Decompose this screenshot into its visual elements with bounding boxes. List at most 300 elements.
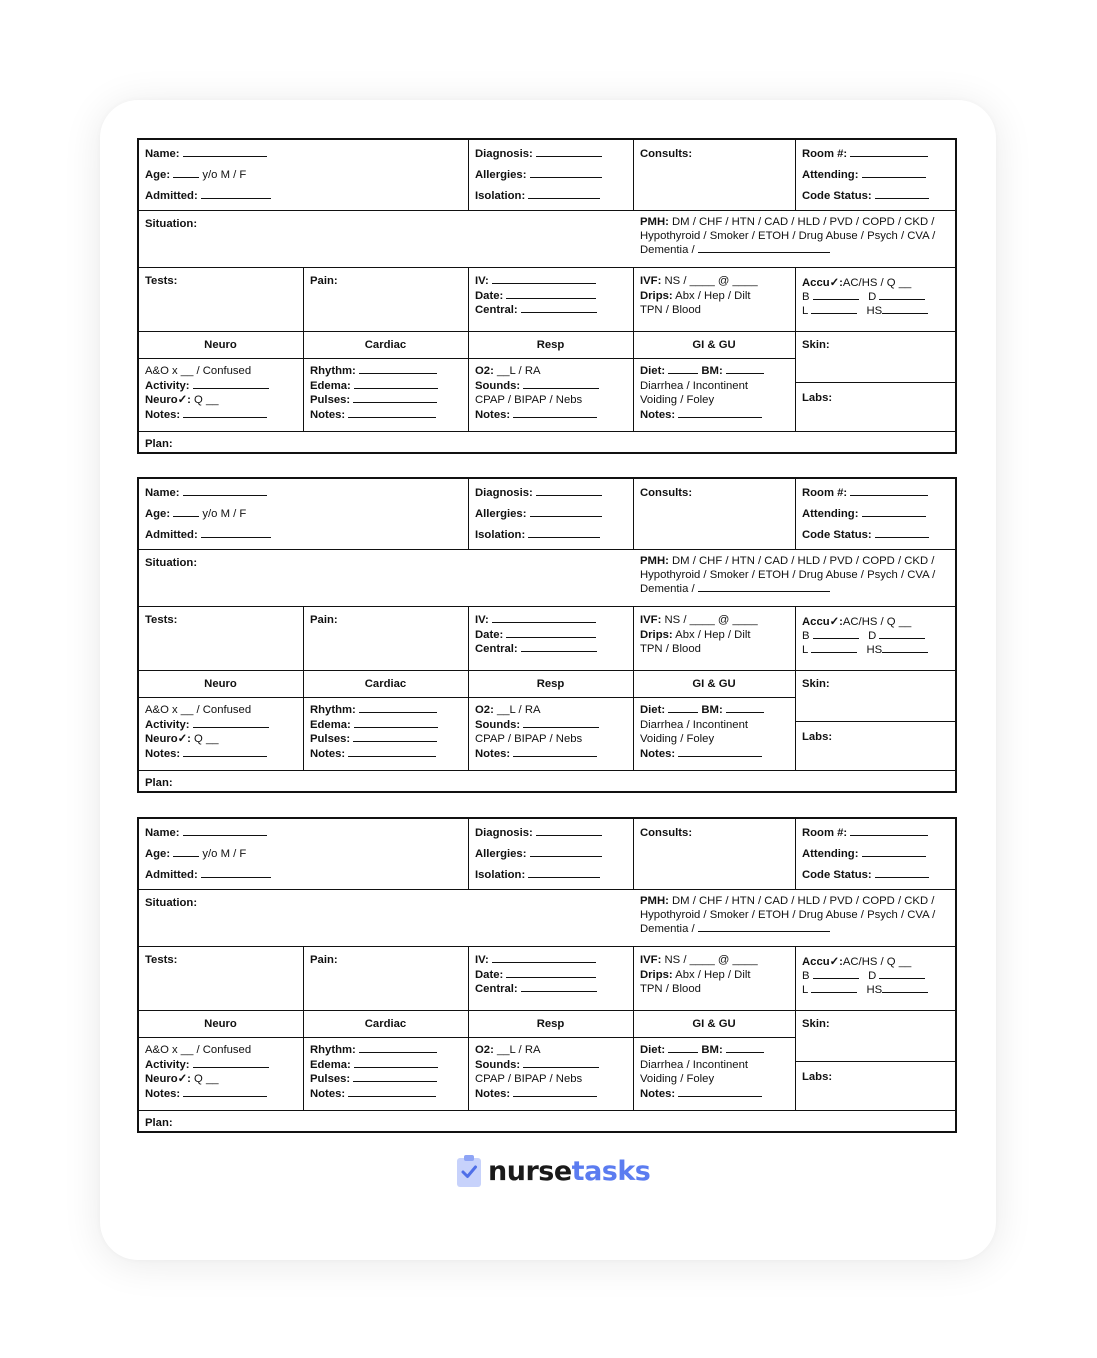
gi-line2: Diarrhea / Incontinent — [640, 718, 749, 731]
consults-cell — [634, 140, 796, 211]
accu-cell — [796, 268, 955, 332]
tests-cell — [139, 607, 304, 671]
accu-cell — [796, 947, 955, 1011]
neuro-header: Neuro — [139, 671, 304, 698]
diagnosis-label: Diagnosis: — [475, 827, 533, 839]
pmh-cell — [634, 890, 955, 947]
gigu-header: GI & GU — [634, 1011, 796, 1038]
accu-b-label: B — [802, 291, 810, 303]
iv-cell — [469, 947, 634, 1011]
diet-field[interactable] — [668, 703, 698, 713]
resp-modes: CPAP / BIPAP / Nebs — [475, 1073, 583, 1085]
pmh-line2: Hypothyroid / Smoker / ETOH / Drug Abuse / Psych / CVA / — [640, 229, 936, 242]
pmh-line2: Hypothyroid / Smoker / ETOH / Drug Abuse / Psych / CVA / — [640, 568, 936, 581]
date-field[interactable] — [506, 968, 596, 978]
age-label: Age: — [145, 508, 171, 520]
gigu-notes-field[interactable] — [678, 408, 762, 418]
o2-text: __L / RA — [496, 1044, 541, 1056]
sounds-label: Sounds: — [475, 379, 521, 392]
gigu-cell — [634, 359, 796, 432]
resp-notes-field[interactable] — [513, 1087, 597, 1097]
activity-field[interactable] — [193, 1058, 269, 1068]
accu-hs-field[interactable] — [882, 983, 928, 993]
accu-hs-label: HS — [866, 644, 883, 656]
cardiac-notes-label: Notes: — [310, 747, 346, 760]
cardiac-notes-label: Notes: — [310, 1087, 346, 1100]
neuro-header: Neuro — [139, 332, 304, 359]
gi-line3: Voiding / Foley — [640, 733, 715, 745]
diagnosis-cell — [469, 140, 634, 211]
plan-cell — [139, 432, 955, 454]
situation-cell — [139, 550, 634, 607]
age-field[interactable] — [173, 847, 199, 857]
pmh-line2: Hypothyroid / Smoker / ETOH / Drug Abuse / Psych / CVA / — [640, 908, 936, 921]
accu-cell — [796, 607, 955, 671]
central-field[interactable] — [521, 303, 597, 313]
ivf-label: IVF: — [640, 954, 662, 966]
central-field[interactable] — [521, 982, 597, 992]
neuro-notes-field[interactable] — [183, 408, 267, 418]
o2-label: O2: — [475, 365, 494, 377]
cardiac-header: Cardiac — [304, 332, 469, 359]
cardiac-notes-field[interactable] — [348, 1087, 436, 1097]
iv-label: IV: — [475, 275, 489, 287]
neuro-ao: A&O x __ / Confused — [145, 1044, 252, 1056]
age-suffix: y/o M / F — [202, 169, 247, 181]
activity-field[interactable] — [193, 379, 269, 389]
pulses-field[interactable] — [353, 393, 437, 403]
resp-cell — [469, 1038, 634, 1111]
neuro-notes-label: Notes: — [145, 1087, 181, 1100]
iv-cell — [469, 268, 634, 332]
allergies-label: Allergies: — [475, 169, 527, 181]
central-label: Central: — [475, 304, 518, 316]
resp-header: Resp — [469, 1011, 634, 1038]
pmh-line1: DM / CHF / HTN / CAD / HLD / PVD / COPD / CKD / — [672, 895, 935, 907]
name-field[interactable] — [183, 486, 267, 496]
neuro-cell — [139, 359, 304, 432]
ivf-text: NS / ____ @ ____ — [664, 954, 758, 966]
skin-label: Skin: — [802, 678, 830, 690]
pain-cell — [304, 268, 469, 332]
central-field[interactable] — [521, 642, 597, 652]
date-label: Date: — [475, 968, 504, 981]
gigu-notes-label: Notes: — [640, 747, 676, 760]
diagnosis-cell — [469, 479, 634, 550]
gi-line2: Diarrhea / Incontinent — [640, 1058, 749, 1071]
edema-field[interactable] — [354, 718, 438, 728]
allergies-field[interactable] — [530, 168, 602, 178]
diet-label: Diet: — [640, 365, 666, 377]
neuro-check-text: Q __ — [194, 733, 219, 745]
isolation-label: Isolation: — [475, 190, 526, 202]
admitted-label: Admitted: — [145, 190, 198, 202]
pmh-label: PMH: — [640, 216, 669, 228]
labs-label: Labs: — [802, 392, 833, 404]
drips-line2: TPN / Blood — [640, 983, 701, 995]
rhythm-label: Rhythm: — [310, 704, 356, 716]
rhythm-label: Rhythm: — [310, 365, 356, 377]
o2-label: O2: — [475, 704, 494, 716]
accu-d-label: D — [868, 291, 877, 303]
pmh-line3: Dementia / — [640, 244, 695, 256]
pulses-label: Pulses: — [310, 394, 351, 406]
neuro-notes-field[interactable] — [183, 747, 267, 757]
neuro-header: Neuro — [139, 1011, 304, 1038]
code-status-label: Code Status: — [802, 190, 872, 202]
patient-info-cell — [139, 140, 469, 211]
activity-label: Activity: — [145, 379, 190, 392]
accu-d-field[interactable] — [879, 290, 925, 300]
accu-hs-label: HS — [866, 305, 883, 317]
gigu-header: GI & GU — [634, 332, 796, 359]
ivf-cell — [634, 947, 796, 1011]
tests-cell — [139, 268, 304, 332]
isolation-field[interactable] — [528, 189, 600, 199]
pmh-line1: DM / CHF / HTN / CAD / HLD / PVD / COPD / CKD / — [672, 216, 935, 228]
ivf-label: IVF: — [640, 614, 662, 626]
labs-label: Labs: — [802, 731, 833, 743]
skin-cell — [796, 332, 955, 383]
diagnosis-field[interactable] — [536, 826, 602, 836]
cardiac-header: Cardiac — [304, 1011, 469, 1038]
neuro-notes-label: Notes: — [145, 747, 181, 760]
edema-field[interactable] — [354, 379, 438, 389]
consults-label: Consults: — [640, 827, 693, 839]
diet-field[interactable] — [668, 1043, 698, 1053]
o2-label: O2: — [475, 1044, 494, 1056]
isolation-field[interactable] — [528, 868, 600, 878]
iv-field[interactable] — [492, 953, 596, 963]
pmh-other-field[interactable] — [698, 243, 830, 253]
diet-field[interactable] — [668, 364, 698, 374]
room-cell — [796, 479, 955, 550]
brand-logo — [456, 1153, 650, 1189]
bm-label: BM: — [701, 704, 723, 716]
accu-d-field[interactable] — [879, 629, 925, 639]
accu-b-field[interactable] — [813, 969, 859, 979]
code-status-field[interactable] — [875, 868, 929, 878]
pulses-field[interactable] — [353, 1072, 437, 1082]
accu-d-label: D — [868, 630, 877, 642]
iv-label: IV: — [475, 954, 489, 966]
o2-text: __L / RA — [496, 704, 541, 716]
room-cell — [796, 819, 955, 890]
tests-cell — [139, 947, 304, 1011]
labs-cell — [796, 383, 955, 432]
edema-field[interactable] — [354, 1058, 438, 1068]
attending-field[interactable] — [862, 168, 926, 178]
neuro-check-label: Neuro✓: — [145, 394, 191, 406]
accu-d-label: D — [868, 970, 877, 982]
sounds-field[interactable] — [523, 718, 599, 728]
iv-field[interactable] — [492, 613, 596, 623]
pulses-label: Pulses: — [310, 733, 351, 745]
patient-info-cell — [139, 819, 469, 890]
gigu-notes-label: Notes: — [640, 408, 676, 421]
rhythm-label: Rhythm: — [310, 1044, 356, 1056]
accu-b-field[interactable] — [813, 629, 859, 639]
admitted-label: Admitted: — [145, 529, 198, 541]
pmh-line1: DM / CHF / HTN / CAD / HLD / PVD / COPD / CKD / — [672, 555, 935, 567]
accu-l-label: L — [802, 644, 808, 656]
date-label: Date: — [475, 289, 504, 302]
accu-label: Accu✓: — [802, 956, 843, 968]
admitted-field[interactable] — [201, 868, 271, 878]
room-field[interactable] — [850, 486, 928, 496]
attending-field[interactable] — [862, 507, 926, 517]
tests-label: Tests: — [145, 954, 178, 966]
pmh-label: PMH: — [640, 895, 669, 907]
accu-text: AC/HS / Q __ — [842, 616, 912, 628]
labs-label: Labs: — [802, 1071, 833, 1083]
gigu-cell — [634, 698, 796, 771]
diagnosis-label: Diagnosis: — [475, 148, 533, 160]
name-label: Name: — [145, 487, 180, 499]
room-label: Room #: — [802, 148, 848, 160]
accu-d-field[interactable] — [879, 969, 925, 979]
iv-label: IV: — [475, 614, 489, 626]
cardiac-cell — [304, 698, 469, 771]
resp-notes-label: Notes: — [475, 747, 511, 760]
accu-l-field[interactable] — [811, 643, 857, 653]
edema-label: Edema: — [310, 379, 351, 392]
age-suffix: y/o M / F — [202, 508, 247, 520]
gigu-notes-label: Notes: — [640, 1087, 676, 1100]
accu-l-label: L — [802, 984, 808, 996]
drips-label: Drips: — [640, 289, 673, 302]
activity-label: Activity: — [145, 718, 190, 731]
gigu-notes-field[interactable] — [678, 1087, 762, 1097]
situation-label: Situation: — [145, 218, 198, 230]
date-field[interactable] — [506, 628, 596, 638]
age-label: Age: — [145, 169, 171, 181]
plan-label: Plan: — [145, 1117, 173, 1129]
neuro-check-label: Neuro✓: — [145, 1073, 191, 1085]
pain-label: Pain: — [310, 954, 338, 966]
activity-label: Activity: — [145, 1058, 190, 1071]
labs-cell — [796, 722, 955, 771]
drips-text: Abx / Hep / Dilt — [675, 628, 751, 641]
rhythm-field[interactable] — [359, 703, 437, 713]
pmh-other-field[interactable] — [698, 922, 830, 932]
gigu-cell — [634, 1038, 796, 1111]
accu-hs-field[interactable] — [882, 304, 928, 314]
consults-cell — [634, 819, 796, 890]
ivf-cell — [634, 268, 796, 332]
pmh-label: PMH: — [640, 555, 669, 567]
activity-field[interactable] — [193, 718, 269, 728]
neuro-ao: A&O x __ / Confused — [145, 704, 252, 716]
code-status-field[interactable] — [875, 528, 929, 538]
situation-cell — [139, 211, 634, 268]
accu-b-label: B — [802, 630, 810, 642]
pmh-line3: Dementia / — [640, 923, 695, 935]
room-cell — [796, 140, 955, 211]
neuro-check-text: Q __ — [194, 394, 219, 406]
tests-label: Tests: — [145, 614, 178, 626]
accu-l-field[interactable] — [811, 983, 857, 993]
pulses-field[interactable] — [353, 732, 437, 742]
drips-label: Drips: — [640, 968, 673, 981]
diagnosis-label: Diagnosis: — [475, 487, 533, 499]
gi-line3: Voiding / Foley — [640, 1073, 715, 1085]
accu-hs-label: HS — [866, 984, 883, 996]
resp-notes-field[interactable] — [513, 408, 597, 418]
resp-modes: CPAP / BIPAP / Nebs — [475, 394, 583, 406]
consults-label: Consults: — [640, 148, 693, 160]
rhythm-field[interactable] — [359, 1043, 437, 1053]
age-suffix: y/o M / F — [202, 848, 247, 860]
code-status-label: Code Status: — [802, 529, 872, 541]
sounds-field[interactable] — [523, 1058, 599, 1068]
accu-text: AC/HS / Q __ — [842, 956, 912, 968]
skin-label: Skin: — [802, 1018, 830, 1030]
diet-label: Diet: — [640, 1044, 666, 1056]
edema-label: Edema: — [310, 718, 351, 731]
name-field[interactable] — [183, 147, 267, 157]
accu-b-field[interactable] — [813, 290, 859, 300]
drips-line2: TPN / Blood — [640, 643, 701, 655]
neuro-notes-label: Notes: — [145, 408, 181, 421]
neuro-cell — [139, 1038, 304, 1111]
date-field[interactable] — [506, 289, 596, 299]
edema-label: Edema: — [310, 1058, 351, 1071]
admitted-field[interactable] — [201, 189, 271, 199]
isolation-label: Isolation: — [475, 529, 526, 541]
room-field[interactable] — [850, 826, 928, 836]
ivf-text: NS / ____ @ ____ — [664, 275, 758, 287]
iv-field[interactable] — [492, 274, 596, 284]
pmh-cell — [634, 211, 955, 268]
accu-label: Accu✓: — [802, 616, 843, 628]
name-field[interactable] — [183, 826, 267, 836]
bm-field[interactable] — [726, 364, 764, 374]
situation-label: Situation: — [145, 897, 198, 909]
plan-cell — [139, 771, 955, 793]
neuro-cell — [139, 698, 304, 771]
name-label: Name: — [145, 148, 180, 160]
accu-l-field[interactable] — [811, 304, 857, 314]
accu-b-label: B — [802, 970, 810, 982]
resp-notes-label: Notes: — [475, 1087, 511, 1100]
cardiac-notes-field[interactable] — [348, 747, 436, 757]
gi-line3: Voiding / Foley — [640, 394, 715, 406]
isolation-field[interactable] — [528, 528, 600, 538]
room-label: Room #: — [802, 487, 848, 499]
rhythm-field[interactable] — [359, 364, 437, 374]
skin-cell — [796, 1011, 955, 1062]
drips-label: Drips: — [640, 628, 673, 641]
diagnosis-field[interactable] — [536, 147, 602, 157]
allergies-field[interactable] — [530, 847, 602, 857]
ivf-text: NS / ____ @ ____ — [664, 614, 758, 626]
central-label: Central: — [475, 643, 518, 655]
brand-name — [488, 1156, 650, 1187]
accu-l-label: L — [802, 305, 808, 317]
allergies-label: Allergies: — [475, 508, 527, 520]
consults-label: Consults: — [640, 487, 693, 499]
resp-header: Resp — [469, 671, 634, 698]
attending-field[interactable] — [862, 847, 926, 857]
isolation-label: Isolation: — [475, 869, 526, 881]
date-label: Date: — [475, 628, 504, 641]
patient-info-cell — [139, 479, 469, 550]
tests-label: Tests: — [145, 275, 178, 287]
attending-label: Attending: — [802, 848, 859, 860]
code-status-field[interactable] — [875, 189, 929, 199]
gigu-notes-field[interactable] — [678, 747, 762, 757]
skin-label: Skin: — [802, 339, 830, 351]
sounds-label: Sounds: — [475, 1058, 521, 1071]
gigu-header: GI & GU — [634, 671, 796, 698]
sounds-field[interactable] — [523, 379, 599, 389]
accu-label: Accu✓: — [802, 277, 843, 289]
cardiac-cell — [304, 1038, 469, 1111]
skin-cell — [796, 671, 955, 722]
accu-hs-field[interactable] — [882, 643, 928, 653]
pulses-label: Pulses: — [310, 1073, 351, 1085]
pain-label: Pain: — [310, 614, 338, 626]
pmh-other-field[interactable] — [698, 582, 830, 592]
diagnosis-field[interactable] — [536, 486, 602, 496]
pain-label: Pain: — [310, 275, 338, 287]
bm-label: BM: — [701, 1044, 723, 1056]
resp-notes-label: Notes: — [475, 408, 511, 421]
situation-label: Situation: — [145, 557, 198, 569]
attending-label: Attending: — [802, 169, 859, 181]
neuro-check-text: Q __ — [194, 1073, 219, 1085]
allergies-field[interactable] — [530, 507, 602, 517]
code-status-label: Code Status: — [802, 869, 872, 881]
attending-label: Attending: — [802, 508, 859, 520]
cardiac-notes-field[interactable] — [348, 408, 436, 418]
pmh-line3: Dementia / — [640, 583, 695, 595]
ivf-cell — [634, 607, 796, 671]
iv-cell — [469, 607, 634, 671]
neuro-notes-field[interactable] — [183, 1087, 267, 1097]
cardiac-header: Cardiac — [304, 671, 469, 698]
gi-line2: Diarrhea / Incontinent — [640, 379, 749, 392]
clipboard-check-icon — [456, 1154, 482, 1188]
drips-text: Abx / Hep / Dilt — [675, 289, 751, 302]
room-field[interactable] — [850, 147, 928, 157]
resp-header: Resp — [469, 332, 634, 359]
central-label: Central: — [475, 983, 518, 995]
resp-cell — [469, 359, 634, 432]
pain-cell — [304, 607, 469, 671]
admitted-label: Admitted: — [145, 869, 198, 881]
bm-field[interactable] — [726, 703, 764, 713]
resp-notes-field[interactable] — [513, 747, 597, 757]
bm-label: BM: — [701, 365, 723, 377]
drips-text: Abx / Hep / Dilt — [675, 968, 751, 981]
resp-cell — [469, 698, 634, 771]
neuro-ao: A&O x __ / Confused — [145, 365, 252, 377]
bm-field[interactable] — [726, 1043, 764, 1053]
resp-modes: CPAP / BIPAP / Nebs — [475, 733, 583, 745]
ivf-label: IVF: — [640, 275, 662, 287]
patient-report-sheet — [137, 477, 957, 793]
consults-cell — [634, 479, 796, 550]
pain-cell — [304, 947, 469, 1011]
plan-cell — [139, 1111, 955, 1133]
o2-text: __L / RA — [496, 365, 541, 377]
cardiac-notes-label: Notes: — [310, 408, 346, 421]
admitted-field[interactable] — [201, 528, 271, 538]
age-field[interactable] — [173, 168, 199, 178]
age-field[interactable] — [173, 507, 199, 517]
